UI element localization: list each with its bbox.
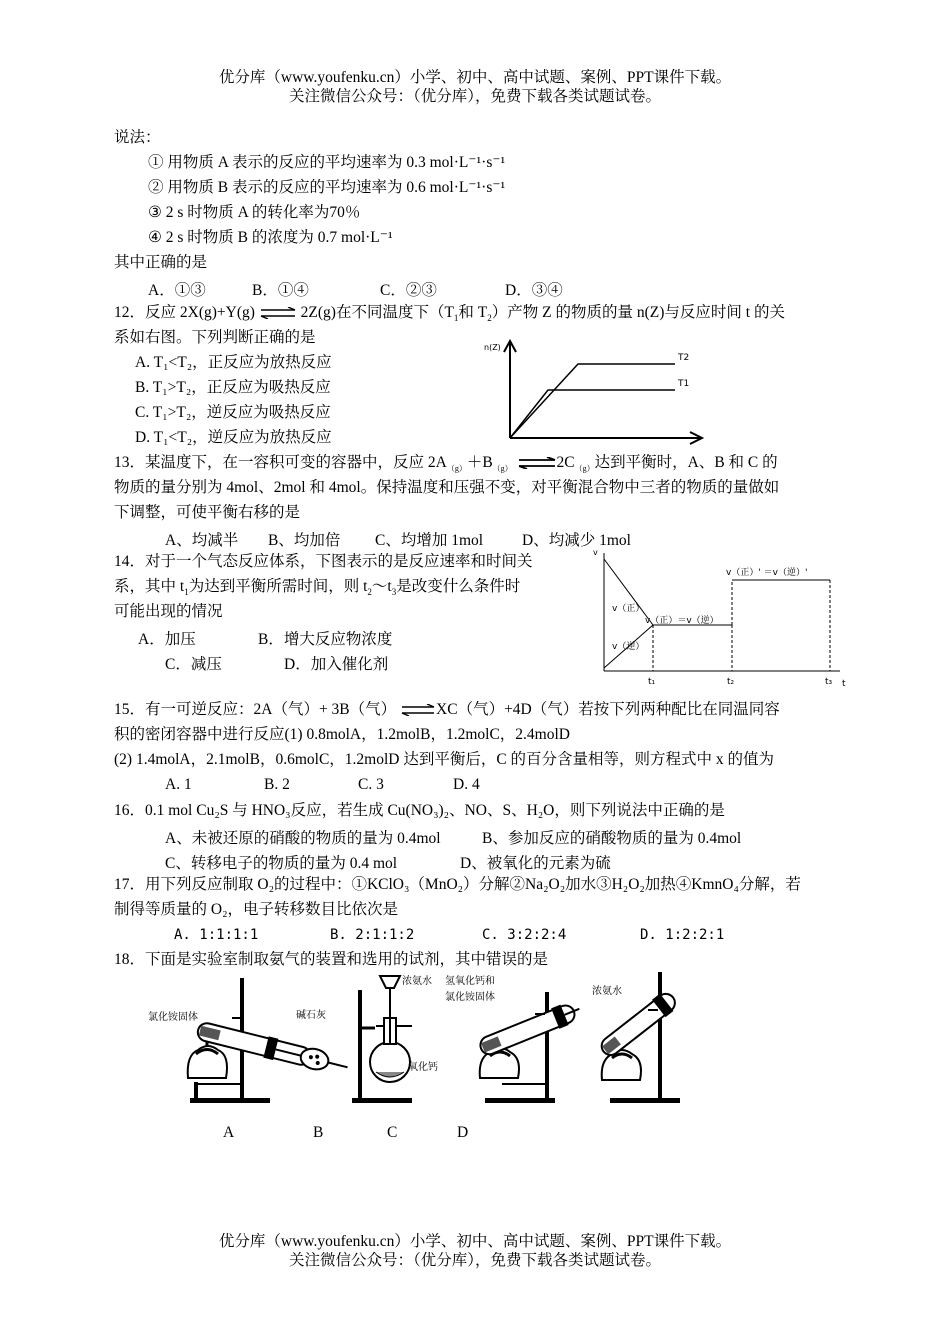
q16-stem: 16．0.1 mol Cu₂S 与 HNO₃反应，若生成 Cu(NO₃)₂、NO、S、H₂O，则下列说法中正确的是 xyxy=(114,802,725,819)
q11-option-a: A．①③ xyxy=(148,282,206,299)
q11-question: 其中正确的是 xyxy=(114,254,208,271)
q14-stem-part-a: 系，其中 t xyxy=(114,578,185,595)
q15-stem-line-2: 积的密闭容器中进行反应(1) 0.8molA，1.2molB，1.2molC，2.4molD xyxy=(114,726,570,743)
q12-sub-2: 2 xyxy=(487,313,492,324)
q14-stem-line-3: 可能出现的情况 xyxy=(114,603,223,620)
q11-statement-4: ④ 2 s 时物质 B 的浓度为 0.7 mol·L⁻¹ xyxy=(148,229,393,246)
apparatus-c xyxy=(445,974,583,1103)
q14-stem-part-d: 是改变什么条件时 xyxy=(396,578,521,595)
apparatus-a xyxy=(148,978,350,1103)
q14-stem-line-1: 14．对于一个气态反应体系，下图表示的是反应速率和时间关 xyxy=(114,553,533,570)
q12-option-b: B. T₁>T₂，正反应为吸热反应 xyxy=(135,379,331,396)
apparatus-b-solid: 氧化钙 xyxy=(408,1062,438,1073)
q12-curve-label-t1: T1 xyxy=(678,379,690,389)
q17-option-a: A. 1:1:1:1 xyxy=(174,927,259,943)
q15-stem-part-a: 15．有一可逆反应：2A（气）+ 3B（气） xyxy=(114,701,397,718)
q16-option-b: B、参加反应的硝酸物质的量为 0.4mol xyxy=(482,830,742,847)
q13-stem-part-a: 13．某温度下，在一容积可变的容器中，反应 2A xyxy=(114,454,447,471)
q14-t1-label: t₁ xyxy=(648,677,656,687)
q18-label-d: D xyxy=(457,1124,469,1141)
q14-eq-label: v（正）＝v（逆） xyxy=(645,616,719,626)
q18-apparatus-figure xyxy=(140,970,680,1110)
header-line-1: 优分库（www.youfenku.cn）小学、初中、高中试题、案例、PPT课件下载。 xyxy=(218,69,732,86)
q18-label-b: B xyxy=(313,1124,324,1141)
q13-option-a: A、均减半 xyxy=(165,532,239,549)
apparatus-b-reagent: 浓氨水 xyxy=(402,976,432,987)
q14-t3-label: t₃ xyxy=(825,677,833,687)
q13-stem-part-c: 达到平衡时，A、B 和 C 的 xyxy=(594,454,778,471)
q11-statement-3: ③ 2 s 时物质 A 的转化率为70％ xyxy=(148,204,361,221)
q12-option-a: A. T₁<T₂，正反应为放热反应 xyxy=(135,354,332,371)
footer-line-2: 关注微信公众号：（优分库），免费下载各类试题试卷。 xyxy=(288,1252,661,1269)
q17-stem-line-2: 制得等质量的 O₂，电子转移数目比依次是 xyxy=(114,901,398,918)
apparatus-a-reagent: 氯化铵固体 xyxy=(148,1012,198,1023)
apparatus-a-dryer: 碱石灰 xyxy=(296,1010,326,1021)
q18-label-c: C xyxy=(387,1124,398,1141)
q15-option-b: B. 2 xyxy=(264,776,290,793)
q18-stem: 18．下面是实验室制取氨气的装置和选用的试剂，其中错误的是 xyxy=(114,951,549,968)
q12-curve-t1 xyxy=(510,390,675,438)
q12-stem-part-b: 2Z(g)在不同温度下（T xyxy=(300,304,454,321)
q12-graph xyxy=(480,338,710,448)
q14-option-a: A．加压 xyxy=(138,631,196,648)
q16-option-c: C、转移电子的物质的量为 0.4 mol xyxy=(165,855,398,872)
apparatus-c-reagent-2: 氯化铵固体 xyxy=(445,992,495,1003)
q14-graph xyxy=(590,545,850,690)
q14-stem-line-2 xyxy=(114,577,520,602)
equilibrium-arrow-icon xyxy=(517,457,557,469)
q12-option-d: D. T₁<T₂，逆反应为放热反应 xyxy=(135,429,332,446)
q12-stem-line-1 xyxy=(114,303,785,328)
q12-y-label: n(Z) xyxy=(484,343,501,352)
footer-line-1: 优分库（www.youfenku.cn）小学、初中、高中试题、案例、PPT课件下载。 xyxy=(218,1233,732,1250)
apparatus-d-reagent: 浓氨水 xyxy=(592,986,622,997)
q13-stem-line-2: 物质的量分别为 4mol、2mol 和 4mol。保持温度和压强不变，对平衡混合物中三者的物质的量做如 xyxy=(114,479,780,496)
q12-curve-t2 xyxy=(510,364,675,438)
apparatus-c-reagent-1: 氢氧化钙和 xyxy=(445,976,495,987)
q12-curve-label-t2: T2 xyxy=(678,353,690,363)
q12-stem-part-a: 12．反应 2X(g)+Y(g) xyxy=(114,304,255,321)
q16-option-a: A、未被还原的硝酸的物质的量为 0.4mol xyxy=(165,830,441,847)
q13-sub-g-1: （g） xyxy=(446,464,467,474)
q14-forward-label: v（正） xyxy=(612,604,645,614)
q11-option-d: D．③④ xyxy=(505,282,563,299)
q14-t2-label: t₂ xyxy=(727,677,735,687)
q15-option-c: C. 3 xyxy=(358,776,384,793)
q14-option-c: C．减压 xyxy=(165,656,222,673)
q13-sub-g-2: （g） xyxy=(492,464,513,474)
q18-label-a: A xyxy=(223,1124,235,1141)
q14-stem-part-c: ～t xyxy=(371,578,392,595)
q14-sub-1: 1 xyxy=(184,587,189,598)
q12-option-c: C. T₁>T₂，逆反应为吸热反应 xyxy=(135,404,331,421)
q14-stem-part-b: 为达到平衡所需时间，则 t xyxy=(188,578,368,595)
q12-stem-part-d: ）产物 Z 的物质的量 n(Z)与反应时间 t 的关 xyxy=(491,304,785,321)
q11-option-b: B．①④ xyxy=(252,282,309,299)
q14-y-label: v xyxy=(593,548,598,557)
q13-plus-b: ＋B xyxy=(466,454,493,471)
q12-sub-1: 1 xyxy=(453,313,459,324)
q17-option-b: B. 2:1:1:2 xyxy=(330,927,415,943)
q17-option-d: D. 1:2:2:1 xyxy=(640,927,725,943)
q13-stem-part-b: 2C xyxy=(556,454,575,471)
q13-option-d: D、均减少 1mol xyxy=(522,532,631,549)
q15-stem-line-3: (2) 1.4molA，2.1molB，0.6molC，1.2molD 达到平衡后，C 的百分含量相等，则方程式中 x 的值为 xyxy=(114,751,775,768)
q13-stem-line-1 xyxy=(114,453,778,479)
q12-stem-part-c: 和 T xyxy=(458,304,488,321)
q17-option-c: C. 3:2:2:4 xyxy=(482,927,567,943)
q15-stem-part-b: XC（气）+4D（气）若按下列两种配比在同温同容 xyxy=(436,701,780,718)
q11-statement-2: ② 用物质 B 表示的反应的平均速率为 0.6 mol·L⁻¹·s⁻¹ xyxy=(148,179,506,196)
q16-option-d: D、被氧化的元素为硫 xyxy=(460,855,611,872)
q15-stem-line-1 xyxy=(114,700,780,720)
q14-option-d: D．加入催化剂 xyxy=(284,656,389,673)
header-line-2: 关注微信公众号：（优分库），免费下载各类试题试卷。 xyxy=(288,88,661,105)
q13-option-c: C、均增加 1mol xyxy=(375,532,484,549)
q15-option-a: A. 1 xyxy=(165,776,192,793)
q14-sub-3: 3 xyxy=(391,587,397,598)
equilibrium-arrow-icon xyxy=(259,307,297,319)
q14-option-b: B．增大反应物浓度 xyxy=(258,631,393,648)
q17-stem-line-1: 17．用下列反应制取 O₂的过程中：①KClO₃（MnO₂）分解②Na₂O₂加水③H₂O₂加热④KmnO₄分解，若 xyxy=(114,876,801,893)
q14-reverse-label: v（逆） xyxy=(612,642,645,652)
equilibrium-arrow-icon xyxy=(400,704,436,716)
apparatus-b xyxy=(352,974,438,1103)
q11-intro: 说法： xyxy=(114,129,161,146)
q15-option-d: D. 4 xyxy=(453,776,480,793)
q14-x-label: t xyxy=(842,679,846,689)
q11-option-c: C．②③ xyxy=(380,282,437,299)
q13-stem-line-3: 下调整，可使平衡右移的是 xyxy=(114,504,301,521)
q11-statement-1: ① 用物质 A 表示的反应的平均速率为 0.3 mol·L⁻¹·s⁻¹ xyxy=(148,154,506,171)
q14-top-label: v（正）' ＝v（逆）' xyxy=(726,568,808,578)
q12-stem-line-2: 系如右图。下列判断正确的是 xyxy=(114,329,316,346)
apparatus-d xyxy=(592,972,680,1103)
q13-sub-g-3: （g） xyxy=(574,464,595,474)
q13-option-b: B、均加倍 xyxy=(268,532,341,549)
q14-sub-2: 2 xyxy=(367,587,372,598)
